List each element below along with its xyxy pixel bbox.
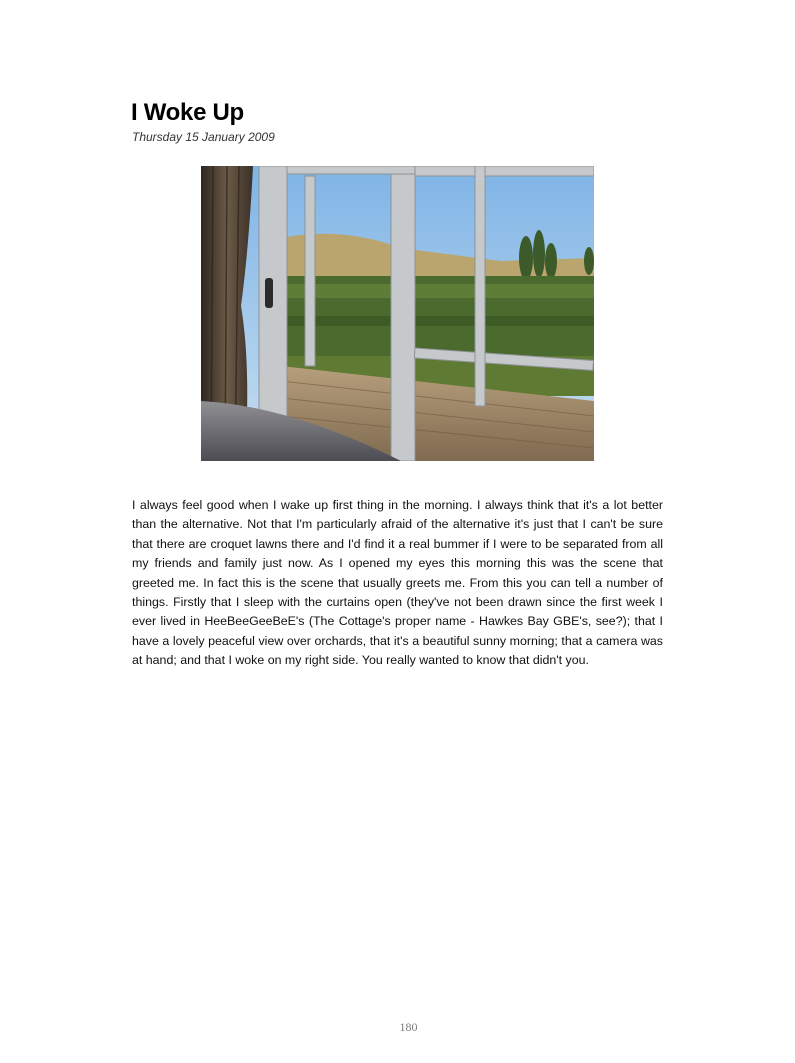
post-date: Thursday 15 January 2009 (132, 130, 275, 144)
post-body: I always feel good when I wake up first thing in the morning. I always think that it's a lot better than the alternative. Not that I'm particularly afraid of the alternative it's just that I can't be sure that there are croquet lawns there and I'd find it a real bummer if I were to be separated from all my friends and family just now. As I opened my eyes this morning this was the scene that greeted me. In fact this is the scene that usually greets me. From this you can tell a number of things. Firstly that I sleep with the curtains open (they've not been drawn since the first week I ever lived in HeeBeeGeeBeE's (The Cottage's proper name - Hawkes Bay GBE's, see?); that I have a lovely peaceful view over orchards, that it's a beautiful sunny morning; that a camera was at hand; and that I woke on my right side. You really wanted to know that didn't you. (132, 498, 663, 668)
page-number: 180 (399, 1020, 418, 1034)
bedroom-window-photo (201, 166, 594, 461)
door-handle-icon (265, 278, 273, 308)
page-title: I Woke Up (131, 99, 244, 126)
